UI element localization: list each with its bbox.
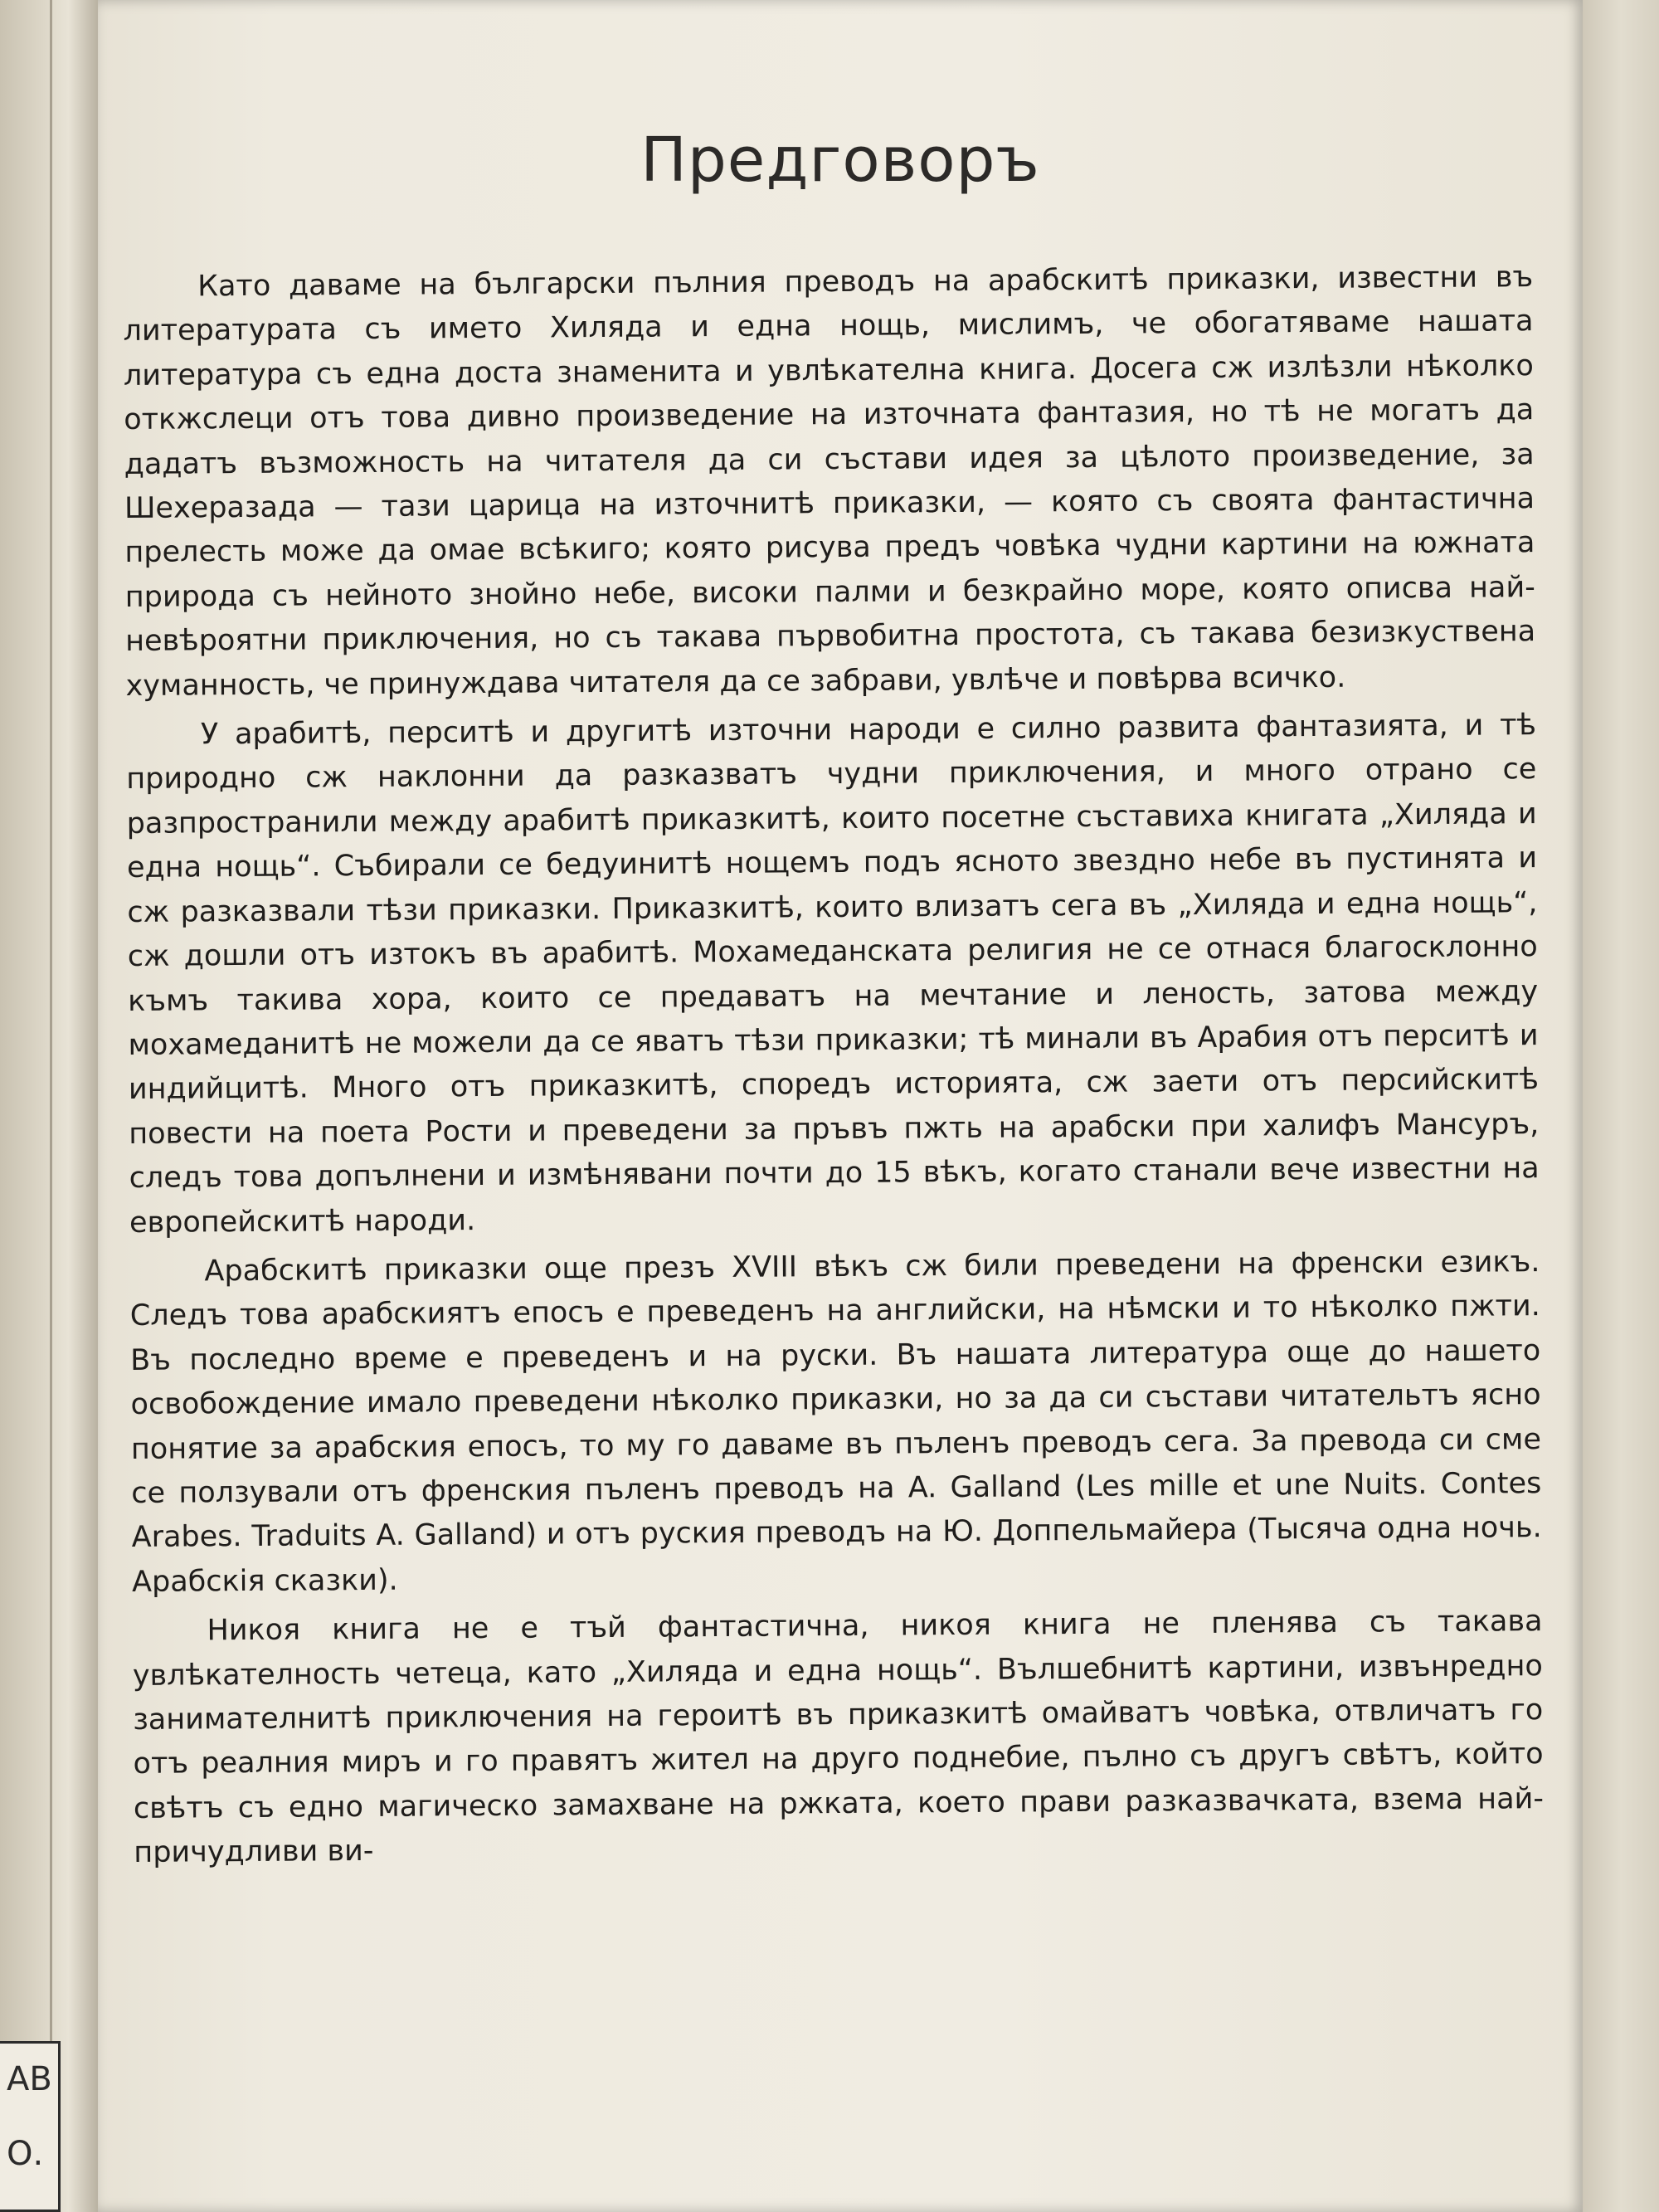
page-title: Предговоръ — [640, 124, 1040, 196]
library-stamp — [0, 2041, 61, 2212]
book-page — [98, 0, 1583, 2212]
next-page-edge — [1583, 0, 1659, 2212]
body-text — [123, 256, 1545, 1875]
book-spine-edge — [0, 0, 98, 2212]
paragraph-1: Като даваме на български пълния преводъ на арабскитѣ приказки, известни въ литературата съ името Хиляда и една нощь, мислимъ, че обогатяваме нашата литература съ една доста знаменита и увлѣкателна книга. Досега сж излѣзли нѣколко откжслеци отъ това дивно произведение на източната фантазия, но тѣ не могатъ да дадатъ възможность на читателя да си състави идея за цѣлото произведение, за Шехеразада — тази царица на източнитѣ приказки, — която съ своята фантастична прелесть може да омае всѣкиго; която рисува предъ човѣка чудни картини на южната природа съ нейното знойно небе, високи палми и безкрайно море, която описва най-невѣроятни приключения, но съ такава първобитна простота, съ такава безизкуствена хуманность, че принуждава читателя да се забрави, увлѣче и повѣрва всичко. — [123, 261, 1536, 703]
page-fold-line — [50, 0, 52, 2212]
paragraph-2: У арабитѣ, перситѣ и другитѣ източни народи е силно развита фантазията, и тѣ природно сж наклонни да разказватъ чудни приключения, и много отрано се разпространили между арабитѣ приказкитѣ, които посетне съставиха книгата „Хиляда и една нощь“. Събирали се бедуинитѣ нощемъ подъ ясното звездно небе въ пустинята и сж разказвали тѣзи приказки. Приказкитѣ, които влизатъ сега въ „Хиляда и една нощь“, сж дошли отъ изтокъ въ арабитѣ. Мохамеданската религия не се отнася благосклонно къмъ такива хора, които се предаватъ на мечтание и леность, затова между мохамеданитѣ не можели да се яватъ тѣзи приказки; тѣ минали въ Арабия отъ перситѣ и индийцитѣ. Много отъ приказкитѣ, споредъ историята, сж заети отъ персийскитѣ повести на поета Рости и преведени за пръвъ пжть на арабски при халифъ Мансуръ, следъ това допълнени и измѣнявани почти до 15 вѣкъ, когато станали вече известни на европейскитѣ народи. — [126, 709, 1540, 1240]
stamp-text-1: АВ — [7, 2060, 52, 2098]
stamp-text-2: О. — [7, 2135, 44, 2173]
paragraph-4: Никоя книга не е тъй фантастична, никоя книга не пленява съ такава увлѣкателность четеца, като „Хиляда и една нощь“. Вълшебнитѣ картини, извънредно занимателнитѣ приключения на героитѣ въ приказкитѣ омайватъ човѣка, отвличатъ го отъ реалния миръ и го правятъ жител на друго поднебие, пълно съ другъ свѣтъ, който свѣтъ съ едно магическо замахване на ржката, което прави разказвачката, взема най-причудливи ви- — [132, 1605, 1545, 1870]
paragraph-3: Арабскитѣ приказки още презъ XVIII вѣкъ сж били преведени на френски езикъ. Следъ това арабскиятъ епосъ е преведенъ на английски, на нѣмски и то нѣколко пжти. Въ последно време е преведенъ и на руски. Въ нашата литература още до нашето освобождение имало преведени нѣколко приказки, но за да си състави читательтъ ясно понятие за арабския епосъ, то му го даваме въ пъленъ преводъ сега. За превода си сме се ползували отъ френския пъленъ преводъ на A. Galland (Les mille et une Nuits. Contes Arabes. Traduits A. Galland) и отъ руския преводъ на Ю. Доппельмайера (Тысяча одна ночь. Арабскія сказки). — [129, 1245, 1542, 1599]
